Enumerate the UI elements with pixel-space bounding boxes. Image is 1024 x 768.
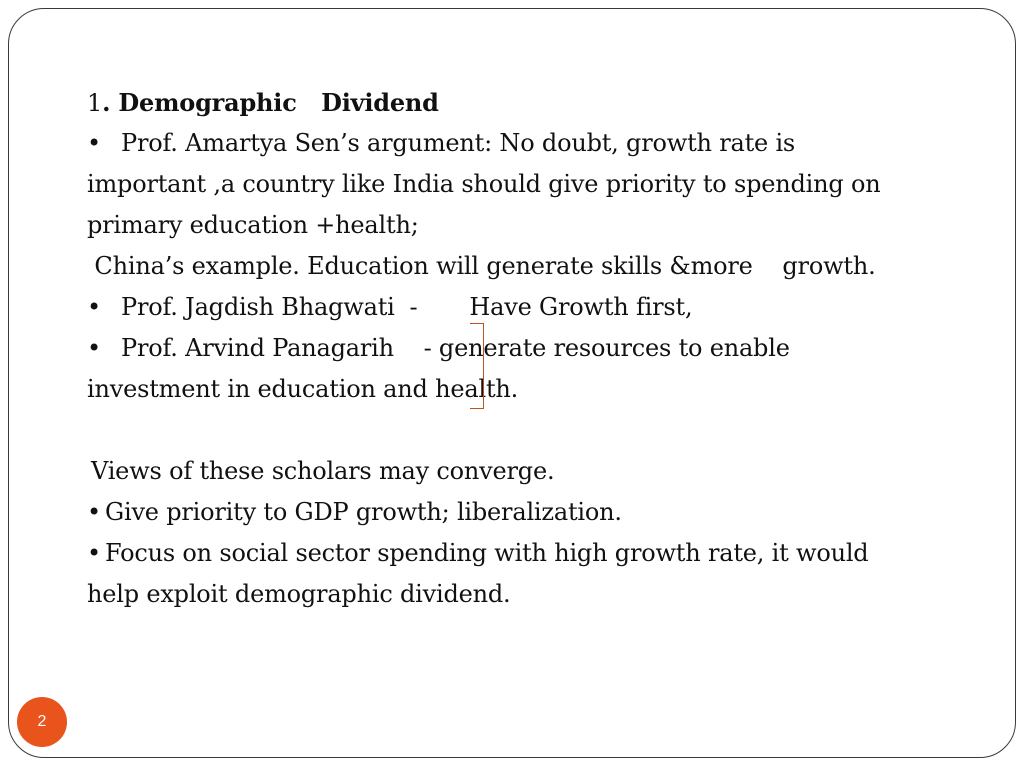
line-text: Prof. Jagdish Bhagwati - Have Growth first, <box>121 293 693 321</box>
view-point-1 <box>87 492 947 533</box>
bullet-icon: • <box>87 293 101 321</box>
bullet-icon: • <box>87 498 101 526</box>
title-number: 1 <box>87 89 103 117</box>
view-point-2-continuation <box>87 574 947 615</box>
bracket-annotation <box>470 323 484 409</box>
page-number-badge: 2 <box>17 697 67 747</box>
line-text: investment in education and health. <box>87 375 519 403</box>
line-text: important ,a country like India should give priority to spending on <box>87 170 881 198</box>
line-text: Prof. Amartya Sen’s argument: No doubt, growth rate is <box>121 129 796 157</box>
bullet-icon: • <box>87 539 101 567</box>
continuation-line-2 <box>87 164 947 205</box>
continuation-line-investment <box>87 369 947 410</box>
bullet-line-1 <box>87 123 947 164</box>
line-text: China’s example. Education will generate skills &more growth. <box>87 252 876 280</box>
line-text: Give priority to GDP growth; liberalization. <box>105 498 622 526</box>
line-text: help exploit demographic dividend. <box>87 580 511 608</box>
views-heading: Views of these scholars may converge. <box>91 457 555 485</box>
slide-content <box>87 82 947 615</box>
view-point-2 <box>87 533 947 574</box>
title-text: . Demographic Dividend <box>102 88 439 117</box>
bullet-line-panagarih <box>87 328 947 369</box>
bullet-line-bhagwati <box>87 287 947 328</box>
line-text: primary education +health; <box>87 211 419 239</box>
line-text: Prof. Arvind Panagarih - generate resources to enable <box>121 334 790 362</box>
line-text: Focus on social sector spending with high growth rate, it would <box>105 539 869 567</box>
bullet-icon: • <box>87 334 101 362</box>
china-example-line <box>87 246 947 287</box>
continuation-line-3 <box>87 205 947 246</box>
slide-title <box>87 82 947 123</box>
bullet-icon: • <box>87 129 101 157</box>
blank-line <box>87 410 947 451</box>
